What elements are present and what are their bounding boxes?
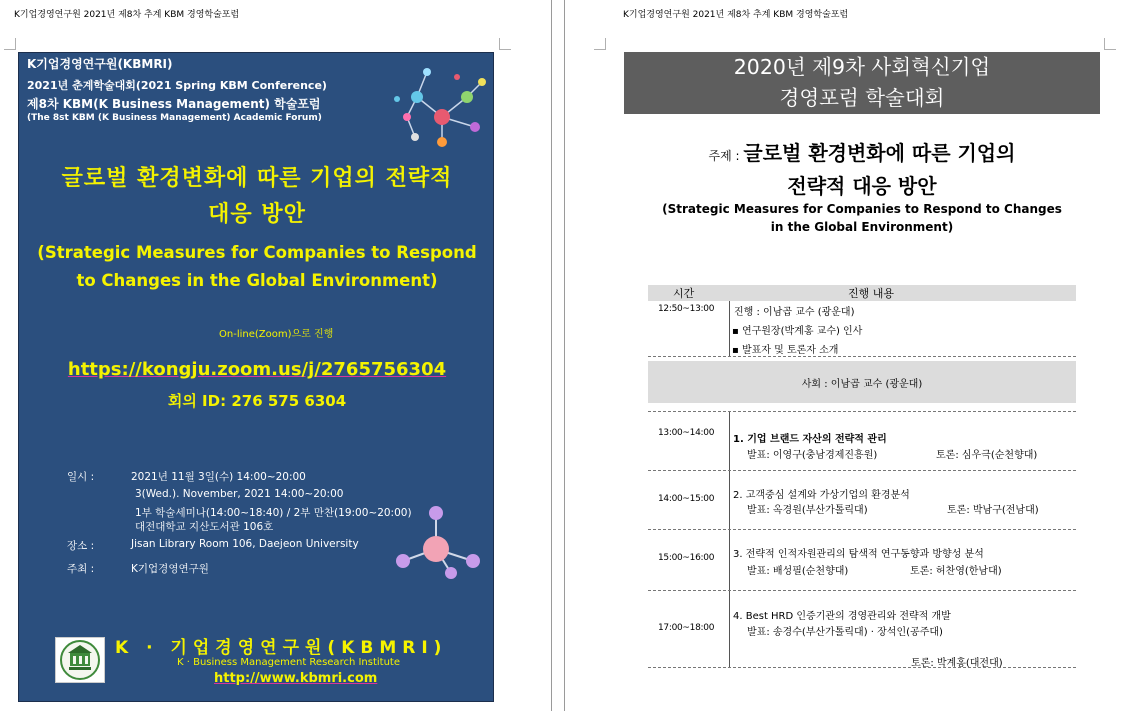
page-right	[566, 0, 1136, 711]
header-time: 시간	[673, 287, 695, 300]
session-discussant: 토론: 심우극(순천향대)	[936, 450, 1038, 461]
poster-forum-ko: 제8차 KBM(K Business Management) 학술포럼	[27, 97, 321, 111]
session-presenter: 발표: 옥경원(부산가톨릭대)	[747, 505, 868, 516]
place-en: Jisan Library Room 106, Daejeon University	[131, 538, 359, 550]
running-header: K기업경영연구원 2021년 제8차 추계 KBM 경영학술포럼	[623, 10, 849, 20]
topic-english-line1: (Strategic Measures for Companies to Respond to Changes	[662, 202, 1062, 216]
session-time: 13:00~14:00	[658, 428, 715, 438]
session-presenter: 발표: 송경수(부산가톨릭대) · 장석인(공주대)	[747, 627, 943, 638]
column-divider	[729, 301, 730, 357]
session-times: 1부 학술세미나(14:00~18:40) / 2부 만찬(19:00~20:00)	[135, 507, 412, 519]
topic-line1: 글로벌 환경변화에 따른 기업의	[743, 141, 1016, 165]
topic-line2: 전략적 대응 방안	[787, 174, 937, 198]
banner-line2: 경영포럼 학술대회	[779, 86, 945, 110]
opening-time: 12:50~13:00	[658, 304, 715, 314]
host-label: 주최 :	[67, 563, 95, 575]
session-discussant: 토론: 박남구(전남대)	[947, 505, 1039, 516]
date-ko: 2021년 11월 3일(수) 14:00~20:00	[131, 471, 306, 483]
header-content: 진행 내용	[848, 287, 895, 300]
poster-conference: 2021년 춘계학술대회(2021 Spring KBM Conference)	[27, 79, 327, 92]
session-time: 14:00~15:00	[658, 494, 715, 504]
kbmri-logo	[55, 637, 105, 683]
crop-mark	[594, 38, 606, 50]
topic-prefix: 주제 :	[708, 149, 744, 163]
session-title: 4. Best HRD 인증기관의 경영관리와 전략적 개발	[733, 611, 951, 622]
molecule-illustration	[391, 503, 487, 583]
molecule-illustration	[387, 57, 493, 153]
footer-org-name: K · 기업경영연구원(KBMRI)	[115, 638, 448, 658]
column-divider	[729, 412, 730, 668]
crop-mark	[4, 38, 16, 50]
topic-heading	[624, 138, 1100, 201]
poster-title-en	[19, 239, 494, 295]
crop-mark	[499, 38, 511, 50]
session-title: 2. 고객중심 설계와 가상기업의 환경분석	[733, 490, 910, 501]
banner-line1: 2020년 제9차 사회혁신기업	[733, 55, 991, 79]
session-time: 15:00~16:00	[658, 553, 715, 563]
session-discussant: 토론: 허찬영(한남대)	[910, 566, 1002, 577]
moderator-text: 사회 : 이남곱 교수 (광운대)	[801, 379, 923, 390]
place-label: 장소 :	[67, 540, 95, 552]
topic-english-line2: in the Global Environment)	[770, 220, 954, 234]
page-gutter	[551, 0, 565, 711]
opening-item: ▪ 발표자 및 토론자 소개	[732, 345, 839, 356]
opening-item: ▪ 연구원장(박계홍 교수) 인사	[732, 326, 863, 337]
venue-ko: 대전대학교 지산도서관 106호	[135, 521, 274, 533]
session-presenter: 발표: 이영구(충남경제진흥원)	[747, 450, 878, 461]
schedule-header	[648, 285, 1076, 301]
poster-org: K기업경영연구원(KBMRI)	[27, 57, 173, 71]
moderator-row	[648, 361, 1076, 403]
row-divider	[648, 411, 1076, 412]
poster-title-en-line2: to Changes in the Global Environment)	[76, 271, 438, 290]
poster-title-ko-line2: 대응 방안	[208, 202, 306, 227]
row-divider	[648, 590, 1076, 591]
page-left	[0, 0, 551, 711]
opening-host: 진행 : 이남곱 교수 (광운대)	[734, 307, 855, 318]
row-divider	[648, 470, 1076, 471]
forum-banner	[624, 52, 1100, 114]
poster-title-ko-line1: 글로벌 환경변화에 따른 기업의 전략적	[61, 166, 453, 191]
date-label: 일시 :	[67, 471, 95, 483]
session-discussant: 토론: 박계홍(대전대)	[911, 658, 1003, 669]
session-time: 17:00~18:00	[658, 623, 715, 633]
crop-mark	[1104, 38, 1116, 50]
institute-seal-icon	[56, 638, 104, 682]
date-en: 3(Wed.). November, 2021 14:00~20:00	[135, 488, 344, 500]
meeting-id: 회의 ID: 276 575 6304	[167, 392, 347, 410]
row-divider	[648, 667, 1076, 668]
poster-title-ko	[19, 161, 494, 233]
row-divider	[648, 529, 1076, 530]
session-title: 1. 기업 브랜드 자산의 전략적 관리	[733, 434, 887, 445]
topic-english	[624, 200, 1100, 236]
online-note: On-line(Zoom)으로 진행	[219, 329, 334, 340]
conference-poster	[18, 52, 494, 702]
session-title: 3. 전략적 인적자원관리의 탐색적 연구동향과 방향성 분석	[733, 549, 984, 560]
running-header: K기업경영연구원 2021년 제8차 추계 KBM 경영학술포럼	[14, 10, 240, 20]
zoom-link[interactable]: https://kongju.zoom.us/j/2765756304	[67, 359, 447, 380]
session-presenter: 발표: 배성필(순천향대)	[747, 566, 849, 577]
row-divider	[648, 356, 1076, 357]
poster-forum-en: (The 8st KBM (K Business Management) Academic Forum)	[27, 113, 322, 123]
footer-org-en: K · Business Management Research Institute	[177, 657, 400, 668]
host-name: K기업경영연구원	[131, 563, 209, 575]
website-link[interactable]: http://www.kbmri.com	[214, 671, 378, 686]
poster-title-en-line1: (Strategic Measures for Companies to Respond	[37, 243, 477, 262]
